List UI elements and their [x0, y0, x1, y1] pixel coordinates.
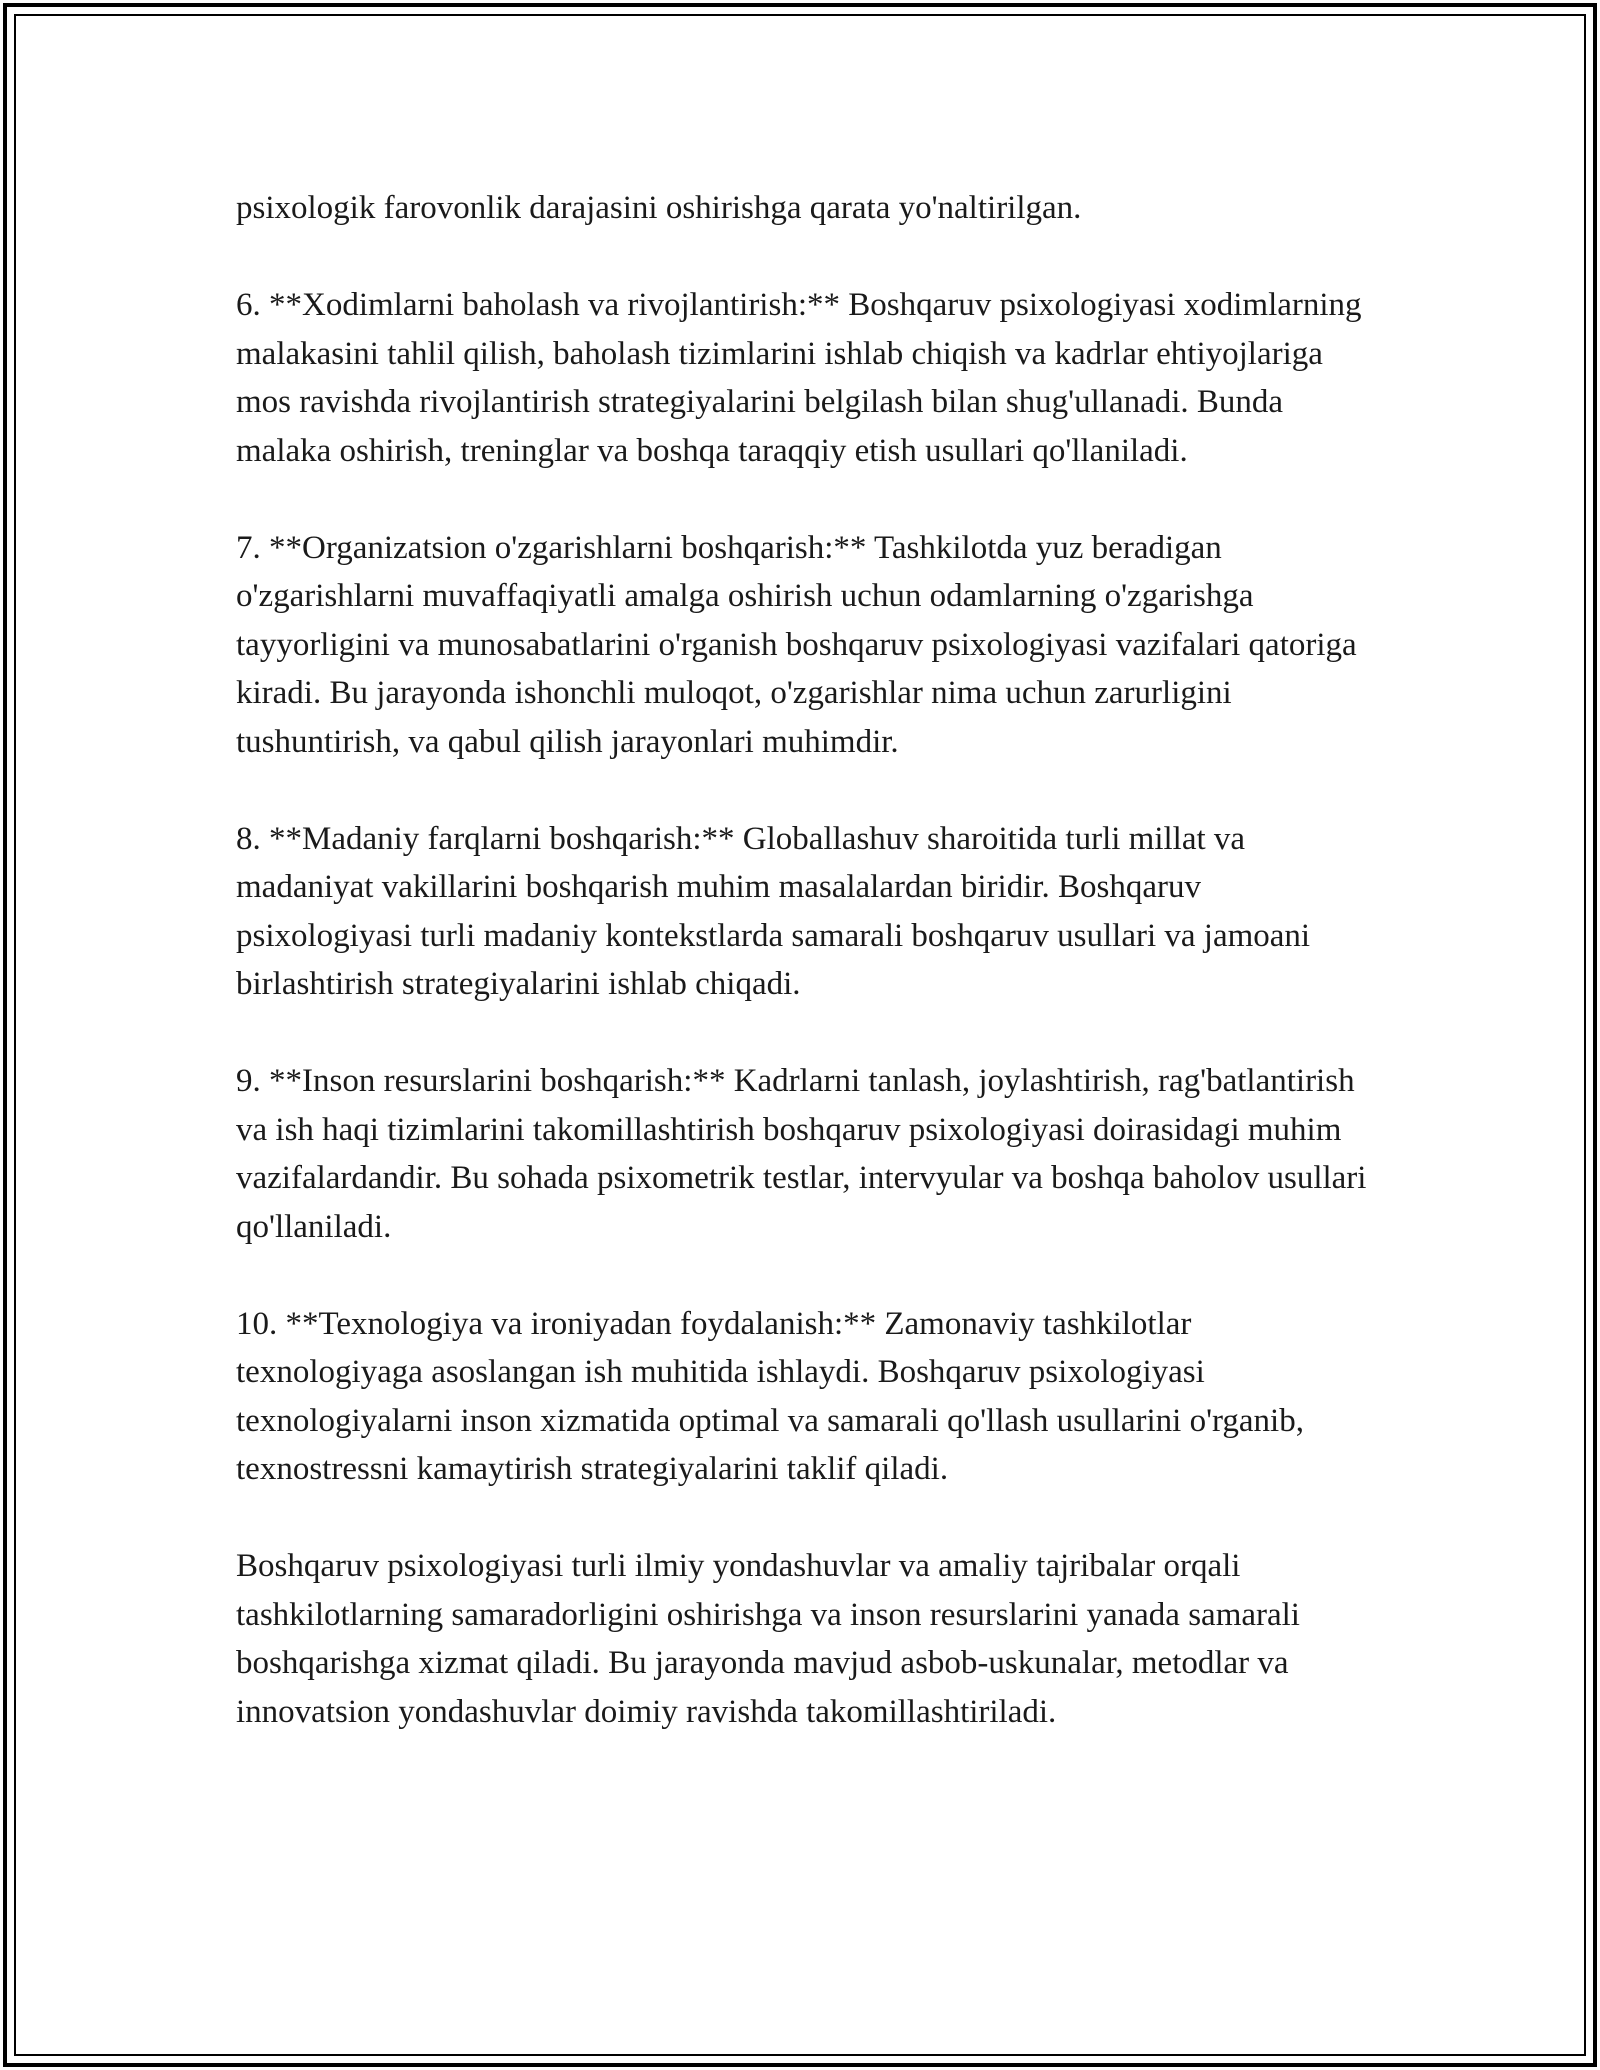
paragraph-item-6: 6. **Xodimlarni baholash va rivojlantirish:** Boshqaruv psixologiyasi xodimlarning malakasini tahlil qilish, baholash tizimlarini ishlab chiqish va kadrlar ehtiyojlariga mos ravishda rivojlantirish strategiyalarini belgilash bilan shug'ullanadi. Bunda malaka oshirish, treninglar va boshqa taraqqiy etish usullari qo'llaniladi.	[236, 287, 1362, 469]
paragraph-item-7: 7. **Organizatsion o'zgarishlarni boshqarish:** Tashkilotda yuz beradigan o'zgarishlarni muvaffaqiyatli amalga oshirish uchun odamlarning o'zgarishga tayyorligini va munosabatlarini o'rganish boshqaruv psixologiyasi vazifalari qatoriga kiradi. Bu jarayonda ishonchli muloqot, o'zgarishlar nima uchun zarurligini tushuntirish, va qabul qilish jarayonlari muhimdir.	[236, 529, 1357, 760]
document-body	[236, 184, 1376, 1785]
paragraph-item-9: 9. **Inson resurslarini boshqarish:** Kadrlarni tanlash, joylashtirish, rag'batlantirish va ish haqi tizimlarini takomillashtirish boshqaruv psixologiyasi doirasidagi muhim vazifalardandir. Bu sohada psixometrik testlar, intervyular va boshqa baholov usullari qo'llaniladi.	[236, 1063, 1367, 1245]
paragraph-item-10: 10. **Texnologiya va ironiyadan foydalanish:** Zamonaviy tashkilotlar texnologiyaga asoslangan ish muhitida ishlaydi. Boshqaruv psixologiyasi texnologiyalarni inson xizmatida optimal va samarali qo'llash usullarini o'rganib, texnostressni kamaytirish strategiyalarini taklif qiladi.	[236, 1305, 1304, 1487]
paragraph-conclusion: Boshqaruv psixologiyasi turli ilmiy yondashuvlar va amaliy tajribalar orqali tashkilotlarning samaradorligini oshirishga va inson resurslarini yanada samarali boshqarishga xizmat qiladi. Bu jarayonda mavjud asbob-uskunalar, metodlar va innovatsion yondashuvlar doimiy ravishda takomillashtiriladi.	[236, 1548, 1300, 1730]
paragraph-item-8: 8. **Madaniy farqlarni boshqarish:** Globallashuv sharoitida turli millat va madaniyat vakillarini boshqarish muhim masalalardan biridir. Boshqaruv psixologiyasi turli madaniy kontekstlarda samarali boshqaruv usullari va jamoani birlashtirish strategiyalarini ishlab chiqadi.	[236, 820, 1311, 1002]
paragraph-intro-continuation: psixologik farovonlik darajasini oshirishga qarata yo'naltirilgan.	[236, 190, 1082, 226]
